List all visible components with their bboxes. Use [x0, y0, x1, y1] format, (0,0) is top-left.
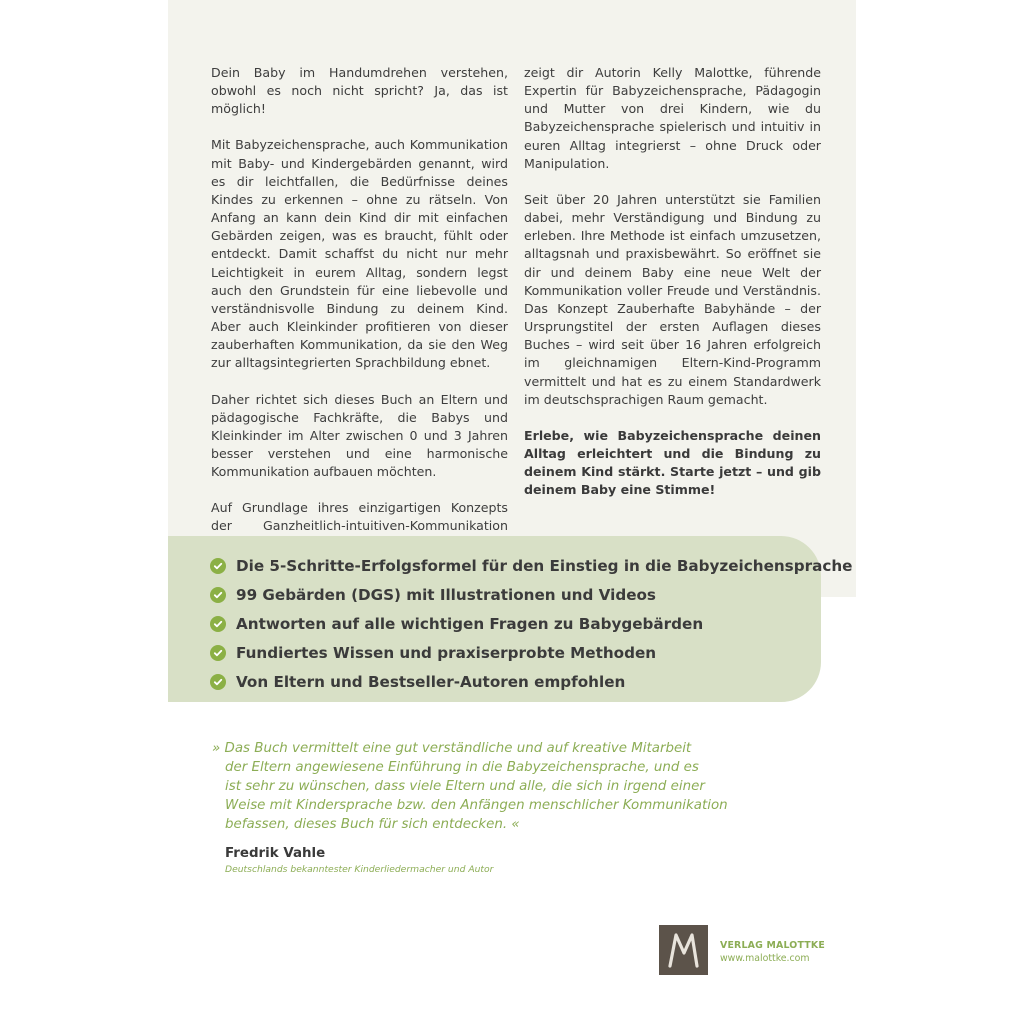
check-circle-icon	[210, 645, 226, 661]
call-to-action: Erlebe, wie Babyzeichensprache deinen Alltag erleichtert und die Bindung zu deinem Kind stärkt. Starte jetzt – und gib deinem Baby eine Stimme!	[524, 427, 821, 498]
testimonial-quote	[212, 739, 772, 834]
intro-paragraph: zeigt dir Autorin Kelly Malottke, führende Expertin für Babyzeichensprache, Pädagogin und Mutter von drei Kindern, wie du Babyzeichensprache spielerisch und intuitiv in euren Alltag integrierst – ohne Druck oder Manipulation.	[524, 65, 821, 171]
intro-paragraph: Seit über 20 Jahren unterstützt sie Familien dabei, mehr Verständigung und Bindung zu erleben. Ihre Methode ist einfach umzusetzen, alltagsnah und praxisbewährt. So eröffnet sie dir und deinem Baby eine neue Welt der Kommunikation voller Freude und Verständnis. Das Konzept Zauberhafte Babyhände – der Ursprungstitel der ersten Auflagen dieses Buches – wird seit über 16 Jahren erfolgreich im gleichnamigen Eltern-Kind-Programm vermittelt und hat es zu einem Standardwerk im deutschsprachigen Raum gemacht.	[524, 191, 821, 407]
feature-label: 99 Gebärden (DGS) mit Illustrationen und Videos	[236, 585, 656, 604]
quote-author-role: Deutschlands bekanntester Kinderliedermacher und Autor	[225, 864, 494, 875]
description-column-left	[211, 64, 508, 572]
check-circle-icon	[210, 674, 226, 690]
intro-paragraph: Mit Babyzeichensprache, auch Kommunikation mit Baby- und Kindergebärden genannt, wird es dir leichtfallen, die Bedürfnisse deines Kindes zu erkennen – ohne zu rätseln. Von Anfang an kann dein Kind dir mit einfachen Gebärden zeigen, was es braucht, fühlt oder entdeckt. Damit schaffst du nicht nur mehr Leichtigkeit in eurem Alltag, sondern legst auch den Grundstein für eine liebevolle und verständnisvolle Bindung zu deinem Kind. Aber auch Kleinkinder profitieren von dieser zauberhaften Kommunikation, da sie den Weg zur alltagsintegrierten Sprachbildung ebnet.	[211, 137, 508, 371]
description-column-right	[524, 64, 821, 517]
feature-label: Von Eltern und Bestseller-Autoren empfohlen	[236, 672, 626, 691]
intro-paragraph: Auf Grundlage ihres einzigartigen Konzepts der Ganzheitlich-intuitiven-Kommunikation	[211, 500, 508, 534]
feature-label: Antworten auf alle wichtigen Fragen zu Babygebärden	[236, 614, 704, 633]
quote-line: » Das Buch vermittelt eine gut verständliche und auf kreative Mitarbeit	[212, 741, 692, 756]
feature-label: Fundiertes Wissen und praxiserprobte Methoden	[236, 643, 657, 662]
quote-line: ist sehr zu wünschen, dass viele Eltern und alle, die sich in irgend einer	[225, 779, 705, 794]
feature-label: Die 5-Schritte-Erfolgsformel für den Einstieg in die Babyzeichensprache	[236, 556, 853, 575]
check-circle-icon	[210, 587, 226, 603]
check-circle-icon	[210, 616, 226, 632]
quote-line: der Eltern angewiesene Einführung in die Babyzeichensprache, und es	[225, 760, 699, 775]
feature-item	[210, 609, 852, 638]
feature-item	[210, 551, 852, 580]
publisher-url[interactable]: www.malottke.com	[720, 953, 810, 964]
feature-list	[210, 551, 852, 696]
feature-item	[210, 580, 852, 609]
intro-paragraph: Dein Baby im Handumdrehen verstehen, obwohl es noch nicht spricht? Ja, das ist möglich!	[211, 65, 508, 117]
feature-item	[210, 667, 852, 696]
publisher-name: VERLAG MALOTTKE	[720, 940, 825, 951]
publisher-logo-mark	[664, 929, 704, 971]
quote-line: Weise mit Kindersprache bzw. den Anfängen menschlicher Kommunikation	[225, 798, 728, 813]
quote-line: befassen, dieses Buch für sich entdecken. «	[225, 817, 520, 832]
publisher-logo	[659, 925, 708, 975]
feature-item	[210, 638, 852, 667]
check-circle-icon	[210, 558, 226, 574]
intro-paragraph: Daher richtet sich dieses Buch an Eltern und pädagogische Fachkräfte, die Babys und Kleinkinder im Alter zwischen 0 und 3 Jahren besser verstehen und eine harmonische Kommunikation aufbauen möchten.	[211, 391, 508, 480]
quote-author: Fredrik Vahle	[225, 846, 326, 861]
